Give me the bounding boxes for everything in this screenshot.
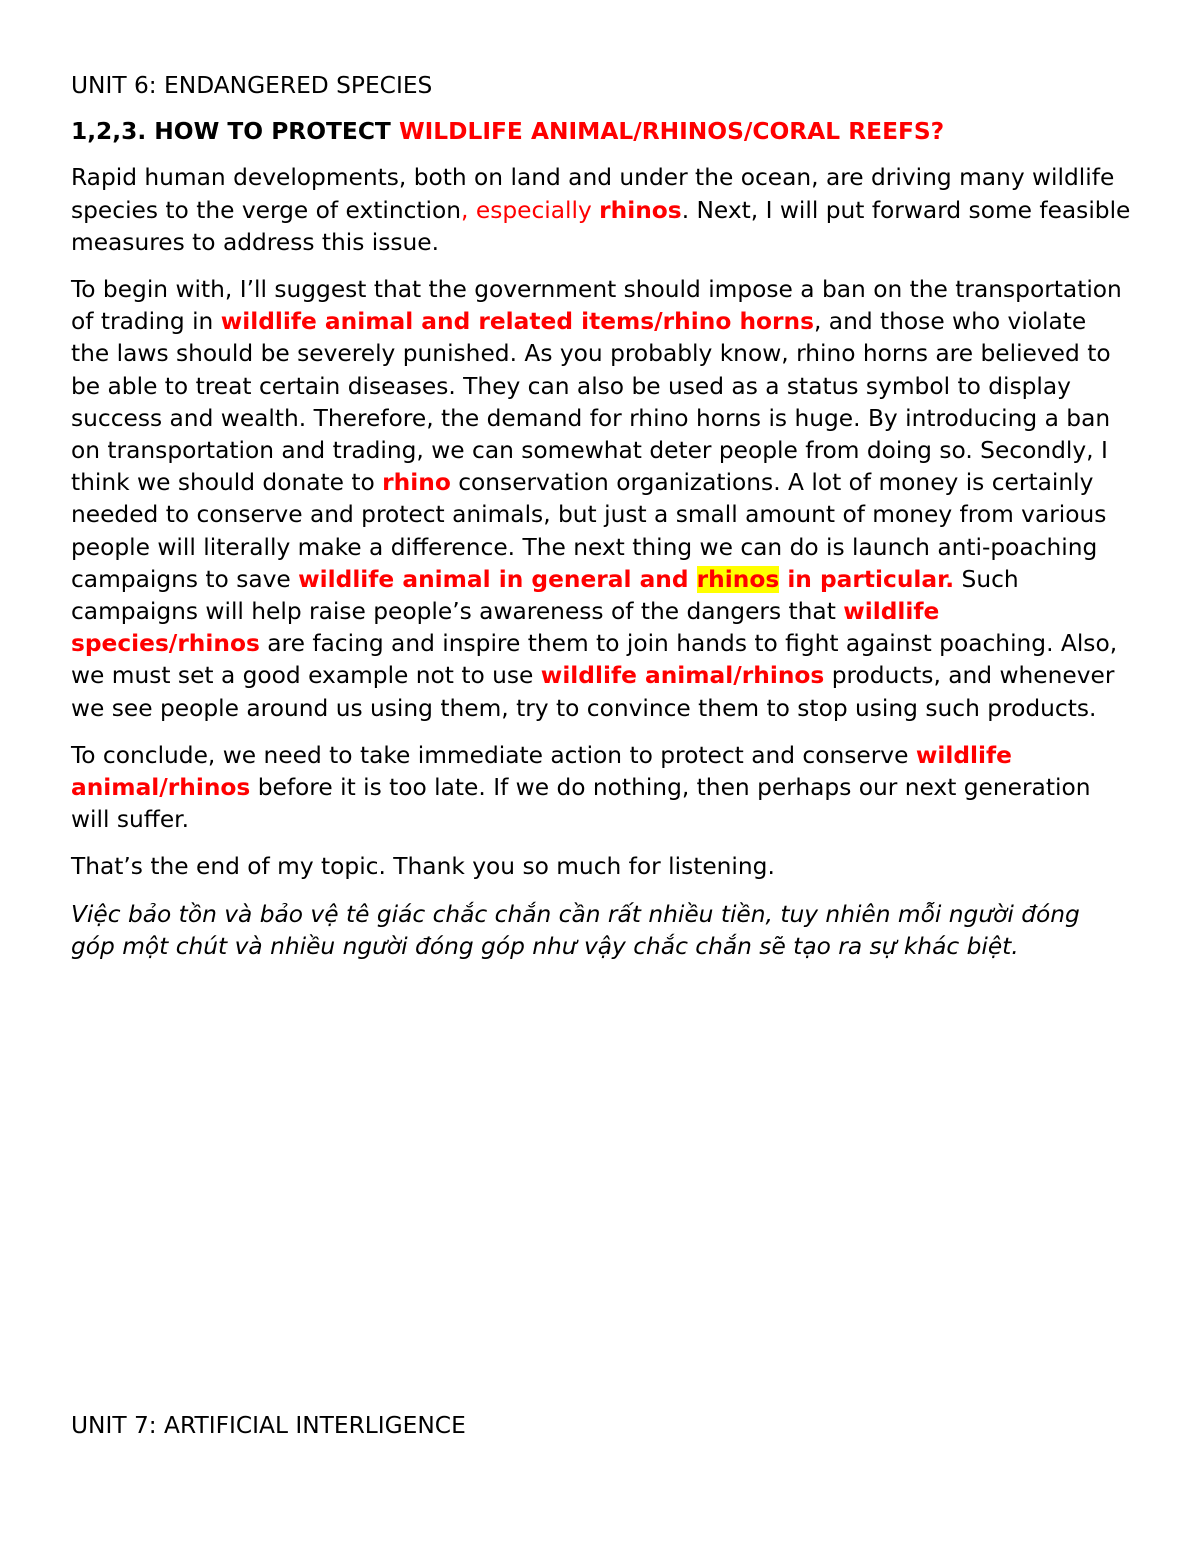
section-title (71, 116, 1131, 148)
intro-paragraph (71, 162, 1131, 259)
intro-text-2: , especially (461, 196, 600, 224)
body-text-5: conservation organizations. A lot of money is certainly needed to conserve and protect animals, but just a small amount of money from various people will literally make a difference. The next thing we can do is launch anti-poaching campaigns to save (71, 469, 1107, 593)
body-emphasis-rhino: rhino (382, 469, 451, 497)
body-text-3: , and those who violate the laws should be severely punished. As you probably know, rhino horns are believed to be able to treat certain diseases. They can also be used as a status symbol to display success and wealth. Therefore, the demand for rhino horns is huge. By introducing a ban on transportation and trading, we can somewhat deter people from doing so. Secondly, I think we should donate to (71, 308, 1111, 497)
unit-6-heading: UNIT 6: ENDANGERED SPECIES (71, 72, 433, 99)
conclusion-emphasis: wildlife animal/rhinos (71, 741, 1012, 802)
conclusion-paragraph (71, 740, 1131, 837)
intro-text-4: . Next, I will put forward some feasible measures to address this issue. (71, 196, 1131, 256)
vietnamese-note: Việc bảo tồn và bảo vệ tê giác chắc chắn cần rất nhiều tiền, tuy nhiên mỗi người đóng góp một chút và nhiều người đóng góp như vậy chắc chắn sẽ tạo ra sự khác biệt. (71, 900, 1080, 960)
body-emphasis-6: wildlife animal/rhinos (540, 662, 825, 690)
body-text-13: products, and whenever we see people around us using them, try to convince them to stop using such products. (71, 662, 1115, 722)
section-title-highlight: WILDLIFE ANIMAL/RHINOS/CORAL REEFS? (398, 118, 945, 146)
body-text-11: are facing and inspire them to join hands to fight against poaching. Also, we must set a good example not to use (71, 630, 1118, 690)
body-text-1: To begin with, I’ll suggest that the government should impose a ban on the transportation of trading in (71, 276, 1122, 336)
body-highlighted-rhinos: rhinos (696, 565, 780, 593)
body-emphasis-1: wildlife animal and related items/rhino horns (220, 308, 814, 336)
body-text-9: Such campaigns will help raise people’s awareness of the dangers that (71, 565, 1019, 626)
document-content (71, 70, 1131, 978)
section-title-prefix: 1,2,3. HOW TO PROTECT (71, 118, 399, 146)
body-emphasis-4: in particular. (779, 565, 955, 593)
body-emphasis-5: wildlife species/rhinos (71, 598, 940, 658)
unit-7-heading: UNIT 7: ARTIFICIAL INTERLIGENCE (71, 1412, 466, 1439)
closing-paragraph: That’s the end of my topic. Thank you so much for listening. (71, 853, 775, 881)
intro-text-1: Rapid human developments, both on land and under the ocean, are driving many wildlife species to the verge of extinction (71, 164, 1115, 224)
intro-emphasis-rhinos: rhinos (599, 196, 682, 224)
body-paragraph (71, 274, 1131, 725)
conclusion-text-3: before it is too late. If we do nothing, then perhaps our next generation will suffer. (71, 774, 1091, 834)
conclusion-text-1: To conclude, we need to take immediate action to protect and conserve (71, 741, 916, 769)
body-emphasis-3: wildlife animal in general and (298, 565, 697, 593)
